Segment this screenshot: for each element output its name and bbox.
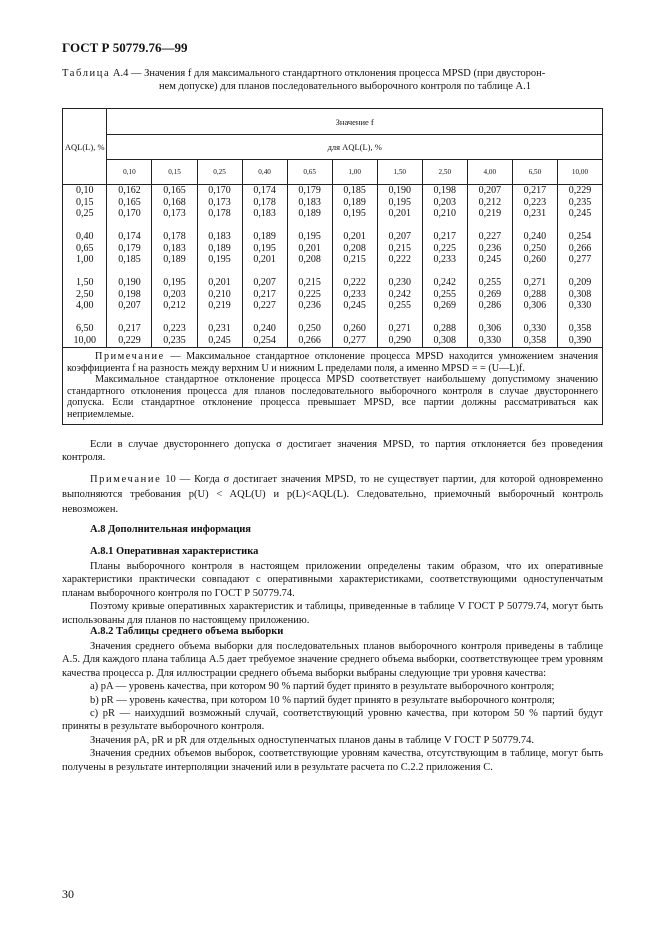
value-column [107,185,152,348]
table-cell: 0,254 [568,231,592,242]
column-header: 0,25 [197,160,242,185]
table-cell: 0,190 [118,277,141,288]
table-cell: 0,266 [298,334,321,346]
table-cell: 0,162 [118,185,141,196]
table-cell: 0,269 [433,300,457,311]
table-cell: 0,212 [478,196,502,208]
para-a81-2: Поэтому кривые оперативных характеристик и таблицы, приведенные в таблице V ГОСТ Р 50779.74, могут быть использованы для планов по настоящему приложению. [62,601,603,626]
table-cell: 0,203 [163,288,186,300]
table-cell: 0,260 [343,323,366,334]
table-cell: 0,236 [478,242,502,254]
table-cell: 0,165 [118,196,141,208]
table-cell: 0,245 [343,300,366,311]
aql-column [63,185,107,348]
table-cell: 0,195 [388,196,411,208]
value-column [422,185,467,348]
value-column [467,185,512,348]
column-header-row [63,160,603,185]
row-aql: 10,00 [73,334,96,346]
table-cell: 0,269 [478,288,502,300]
table-cell: 0,290 [388,334,411,346]
caption-line2: нем допуске) для планов последовательного выборочного контроля по таблице А.1 [159,80,532,92]
table-cell: 0,245 [208,334,231,346]
table-cell: 0,173 [208,196,231,208]
table-cell: 0,174 [253,185,276,196]
note-text-2: Максимальное стандартное отклонение процесса MPSD соответствует наибольшему допустимому значению стандартного отклонения процесса для планов последовательного выборочного контроля в случае двустороннего допуска. Если стандартное отклонение процесса превышает MPSD, все партии должны рассматриваться как неприемлемые. [67,374,598,420]
table-cell: 0,254 [253,334,276,346]
table-cell: 0,277 [343,334,366,346]
section-a8-heading: А.8 Дополнительная информация [90,524,251,535]
table-cell: 0,207 [118,300,141,311]
table-cell: 0,201 [388,208,411,219]
table-cell: 0,179 [298,185,321,196]
caption-line1: А.4 — Значения f для максимального стандартного отклонения процесса MPSD (при двусторон- [110,68,546,79]
table-cell: 0,306 [478,323,502,334]
value-column [557,185,602,348]
table-cell: 0,233 [343,288,366,300]
table-cell: 0,240 [523,231,547,242]
table-cell: 0,173 [163,208,186,219]
table-cell: 0,217 [253,288,276,300]
table-cell: 0,266 [568,242,592,254]
value-column [512,185,557,348]
table-cell: 0,195 [208,254,231,265]
row-aql: 6,50 [75,323,94,334]
table-cell: 0,195 [343,208,366,219]
table-cell: 0,215 [388,242,411,254]
note10-label: Примечание [90,474,162,485]
value-column [197,185,242,348]
table-cell: 0,271 [523,277,547,288]
table-cell: 0,235 [163,334,186,346]
note-label: Примечание [95,351,165,362]
note10-text: 10 — Когда σ достигает значения MPSD, то не существует партии, для которой одновременно выполняются требования p(U) < AQL(U) и p(L)<AQL(L). Следовательно, приемочный выборочный контроль невозможен. [62,474,603,515]
para-a82-2: Значения pA, pR и pR для отдельных одноступенчатых планов даны в таблице V ГОСТ Р 50779.74. [90,734,535,746]
column-header: 0,15 [152,160,197,185]
table-cell: 0,183 [298,196,321,208]
table-body-row [63,185,603,348]
table-cell: 0,185 [343,185,366,196]
table-cell: 0,210 [208,288,231,300]
table-cell: 0,195 [163,277,186,288]
table-cell: 0,190 [388,185,411,196]
row-aql: 0,40 [75,231,94,242]
value-column [287,185,332,348]
table-cell: 0,183 [253,208,276,219]
table-cell: 0,212 [163,300,186,311]
table-cell: 0,260 [523,254,547,265]
table-cell: 0,223 [523,196,547,208]
table-cell: 0,183 [163,242,186,254]
table-cell: 0,229 [568,185,592,196]
row-aql: 0,10 [75,185,94,196]
sub-header: для AQL(L), % [107,135,603,160]
table-cell: 0,235 [568,196,592,208]
table-a4 [62,108,603,425]
table-cell: 0,222 [343,277,366,288]
row-aql: 4,00 [75,300,94,311]
table-cell: 0,306 [523,300,547,311]
table-cell: 0,207 [478,185,502,196]
column-header: 0,65 [287,160,332,185]
table-cell: 0,203 [433,196,457,208]
column-header: 2,50 [422,160,467,185]
table-cell: 0,178 [208,208,231,219]
table-cell: 0,223 [163,323,186,334]
column-header: 1,50 [377,160,422,185]
table-cell: 0,215 [298,277,321,288]
table-cell: 0,225 [433,242,457,254]
page-number: 30 [62,887,74,901]
table-cell: 0,245 [568,208,592,219]
value-column [377,185,422,348]
table-cell: 0,189 [253,231,276,242]
table-cell: 0,255 [478,277,502,288]
table-cell: 0,227 [478,231,502,242]
table-cell: 0,217 [433,231,457,242]
table-cell: 0,195 [298,231,321,242]
table-cell: 0,233 [433,254,457,265]
table-cell: 0,242 [433,277,457,288]
value-column [242,185,287,348]
table-cell: 0,201 [253,254,276,265]
table-cell: 0,227 [253,300,276,311]
table-cell: 0,219 [478,208,502,219]
table-cell: 0,195 [253,242,276,254]
table-cell: 0,168 [163,196,186,208]
table-cell: 0,198 [433,185,457,196]
note-10 [62,472,603,517]
table-cell: 0,178 [253,196,276,208]
table-cell: 0,189 [208,242,231,254]
table-cell: 0,222 [388,254,411,265]
row-aql: 0,25 [75,208,94,219]
list-item-b: b) pR — уровень качества, при котором 10 % партий будет принято в результате выборочного контроля; [90,694,555,706]
table-cell: 0,277 [568,254,592,265]
table-cell: 0,240 [253,323,276,334]
table-cell: 0,170 [208,185,231,196]
para-a82-3: Значения средних объемов выборок, соответствующие уровням качества, отсутствующим в таблице, могут быть получены в результате интерполяции значений или в результате расчета по С.2.2 приложения С. [62,748,603,773]
column-header: 0,10 [107,160,152,185]
table-cell: 0,358 [523,334,547,346]
table-cell: 0,330 [478,334,502,346]
table-cell: 0,236 [298,300,321,311]
value-column [332,185,377,348]
table-cell: 0,245 [478,254,502,265]
para-a82-1: Значения среднего объема выборки для последовательных планов выборочного контроля приведены в таблице А.5. Для каждого плана таблица А.5 дает требуемое значение среднего объема выборки, соответствующее трем уровням качества процесса p. Для иллюстрации среднего объема выборки выбраны следующие три уровня качества: [62,641,603,679]
value-column [152,185,197,348]
table-cell: 0,308 [433,334,457,346]
table-cell: 0,358 [568,323,592,334]
value-header: Значение f [107,109,603,135]
table-cell: 0,330 [523,323,547,334]
table-cell: 0,255 [433,288,457,300]
table-cell: 0,250 [523,242,547,254]
table-cell: 0,207 [388,231,411,242]
column-header: 4,00 [467,160,512,185]
table-cell: 0,286 [478,300,502,311]
table-cell: 0,179 [118,242,141,254]
table-cell: 0,288 [433,323,457,334]
list-item-c: c) pR — наихудший возможный случай, соответствующий уровню качества, при котором 50 % партий будут приняты в результате выборочного контроля. [62,708,603,733]
column-header: 0,40 [242,160,287,185]
row-aql: 0,65 [75,242,94,254]
table-cell: 0,198 [118,288,141,300]
list-item-a: a) pA — уровень качества, при котором 90 % партий будет принято в результате выборочного контроля; [90,681,555,693]
column-header: 10,00 [557,160,602,185]
table-cell: 0,308 [568,288,592,300]
table-cell: 0,210 [433,208,457,219]
table-cell: 0,217 [118,323,141,334]
para-a81-1: Планы выборочного контроля в настоящем приложении определены таким образом, что их оперативные характеристики практически совпадают с оперативными характеристиками, соответствующими одноступенчатым планам выборочного контроля по ГОСТ Р 50779.74. [62,561,603,599]
table-caption [62,68,602,93]
row-aql: 0,15 [75,196,94,208]
table-cell: 0,170 [118,208,141,219]
row-aql: 1,50 [75,277,94,288]
caption-label: Таблица [62,68,111,79]
table-cell: 0,231 [523,208,547,219]
table-cell: 0,288 [523,288,547,300]
table-cell: 0,201 [343,231,366,242]
table-cell: 0,255 [388,300,411,311]
table-cell: 0,185 [118,254,141,265]
table-cell: 0,217 [523,185,547,196]
paragraph-mpsd [62,438,603,465]
table-cell: 0,250 [298,323,321,334]
para-1: Если в случае двустороннего допуска σ достигает значения MPSD, то партия отклоняется без проведения контроля. [62,439,603,464]
section-a82-heading: А.8.2 Таблицы среднего объема выборки [90,626,284,637]
standard-title: ГОСТ Р 50779.76—99 [62,40,188,55]
note-text: — Максимальное стандартное отклонение процесса MPSD находится умножением значения коэффициента f на разность между верхним U и нижним L пределами поля, а именно MPSD = = (U—L)f. [67,351,598,374]
table-note [63,348,603,425]
column-header: 1,00 [332,160,377,185]
table-cell: 0,215 [343,254,366,265]
table-cell: 0,229 [118,334,141,346]
table-cell: 0,208 [343,242,366,254]
row-aql: 2,50 [75,288,94,300]
table-cell: 0,390 [568,334,592,346]
table-cell: 0,183 [208,231,231,242]
table-cell: 0,207 [253,277,276,288]
table-cell: 0,242 [388,288,411,300]
table-cell: 0,208 [298,254,321,265]
section-a82-text [62,640,603,774]
table-cell: 0,330 [568,300,592,311]
table-cell: 0,165 [163,185,186,196]
table-cell: 0,219 [208,300,231,311]
column-header: 6,50 [512,160,557,185]
table-cell: 0,201 [298,242,321,254]
aql-header: AQL(L), % [63,109,107,185]
table-cell: 0,189 [298,208,321,219]
table-cell: 0,231 [208,323,231,334]
section-a81-text [62,560,603,627]
table-cell: 0,189 [163,254,186,265]
table-cell: 0,225 [298,288,321,300]
table-cell: 0,178 [163,231,186,242]
table-cell: 0,174 [118,231,141,242]
table-cell: 0,189 [343,196,366,208]
section-a81-heading: А.8.1 Оперативная характеристика [90,546,259,557]
table-cell: 0,201 [208,277,231,288]
row-aql: 1,00 [75,254,94,265]
table-cell: 0,230 [388,277,411,288]
table-cell: 0,209 [568,277,592,288]
table-cell: 0,271 [388,323,411,334]
